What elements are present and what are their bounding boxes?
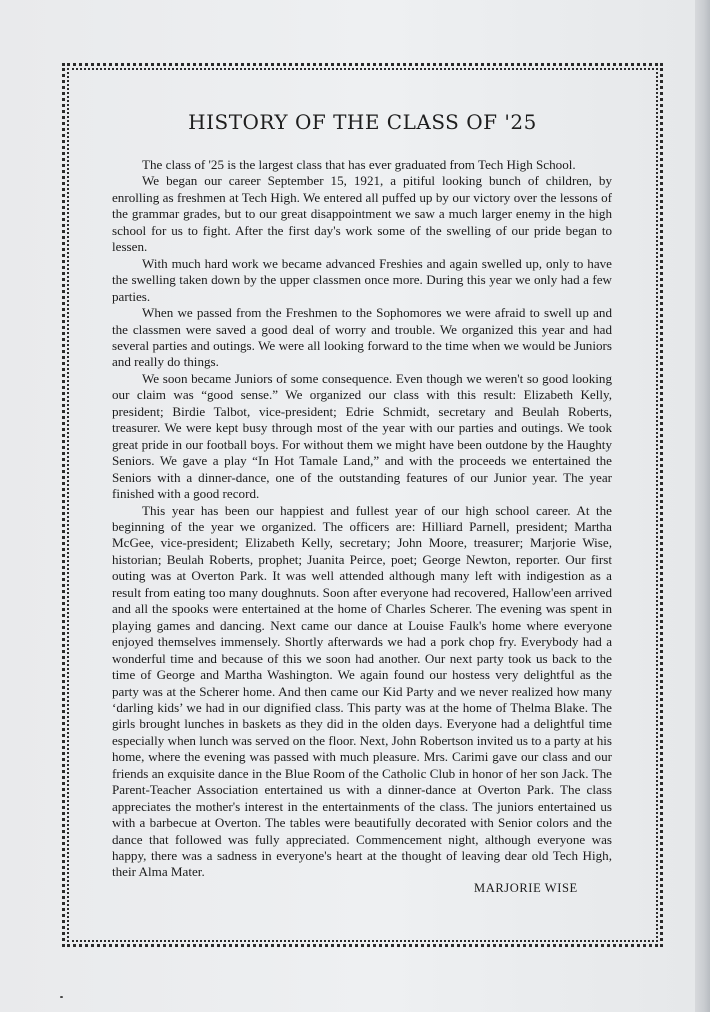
paragraph: This year has been our happiest and fullest year of our high school career. At the beginning of the year we organized. The officers are: Hilliard Parnell, president; Martha McGee, vice-president; Elizabeth Kelly, secretary; John Moore, treasurer; Marjorie Wise, historian; Beulah Roberts, prophet; Juanita Peirce, poet; George Newton, reporter. Our first outing was at Overton Park. It was well attended although many left with indigestion as a result from eating too many doughnuts. Soon after everyone had recovered, Hallow'een arrived and all the spooks were entertained at the home of Charles Scherer. The evening was spent in playing games and dancing. Next came our dance at Louise Faulk's home where everyone enjoyed themselves immensely. Shortly afterwards we had a pork chop fry. Everybody had a wonderful time and because of this we soon had another. Our next party took us back to the time of George and Martha Washington. We again found our hostess very delightful as the party was at the Scherer home. And then came our Kid Party and we never realized how many ‘darling kids’ we had in our dignified class. This party was at the home of Thelma Blake. The girls brought lunches in baskets as they did in the olden days. Everyone had a delightful time especially when lunch was served on the floor. Next, John Robertson invited us to a party at his home, where the evening was passed with much pleasure. Mrs. Carimi gave our class and our friends an exquisite dance in the Blue Room of the Catholic Club in honor of her son Jack. The Parent-Teacher Association entertained us with a dinner-dance at Overton Park. The class appreciates the mother's interest in the entertainments of the class. The juniors entertained us with a barbecue at Overton. The tables were beautifully decorated with Senior colors and the dance that followed was fully appreciated. Commencement night, although everyone was happy, there was a sadness in everyone's heart at the thought of leaving dear old Tech High, their Alma Mater. xyxy=(112,502,613,880)
paragraph: With much hard work we became advanced Freshies and again swelled up, only to have the swelling taken down by the upper classmen once more. During this year we only had a few parties. xyxy=(112,255,612,304)
paragraph: We began our career September 15, 1921, a pitiful looking bunch of children, by enrolling as freshmen at Tech High. We entered all puffed up by our victory over the lessons of the grammar grades, but to our great disappointment we saw a much larger enemy in the high school for us to fight. After the first day's work some of the swelling of our pride began to lessen. xyxy=(112,173,612,255)
paragraph: When we passed from the Freshmen to the Sophomores we were afraid to swell up and the classmen were saved a good deal of worry and trouble. We organized this year and had several parties and outings. We were all looking forward to the time when we would be Juniors and really do things. xyxy=(112,305,612,370)
paragraph: We soon became Juniors of some consequence. Even though we weren't so good looking our claim was “good sense.” We organized our class with this result: Elizabeth Kelly, president; Birdie Talbot, vice-president; Edrie Schmidt, secretary and Beulah Roberts, treasurer. We were kept busy through most of the year with our parties and outings. We took great pride in our football boys. For without them we might have been outdone by the Haughty Seniors. We gave a play “In Hot Tamale Land,” and with the proceeds we entertained the Seniors with a dinner-dance, one of the outstanding features of our Junior year. The year finished with a good record. xyxy=(112,370,612,502)
paragraph: The class of '25 is the largest class that has ever graduated from Tech High School. xyxy=(142,157,576,172)
history-text xyxy=(112,157,612,881)
page-title: HISTORY OF THE CLASS OF '25 xyxy=(188,110,537,134)
binding-gutter xyxy=(695,0,710,1012)
paper-speck xyxy=(60,996,63,998)
author-signature: MARJORIE WISE xyxy=(474,881,578,895)
